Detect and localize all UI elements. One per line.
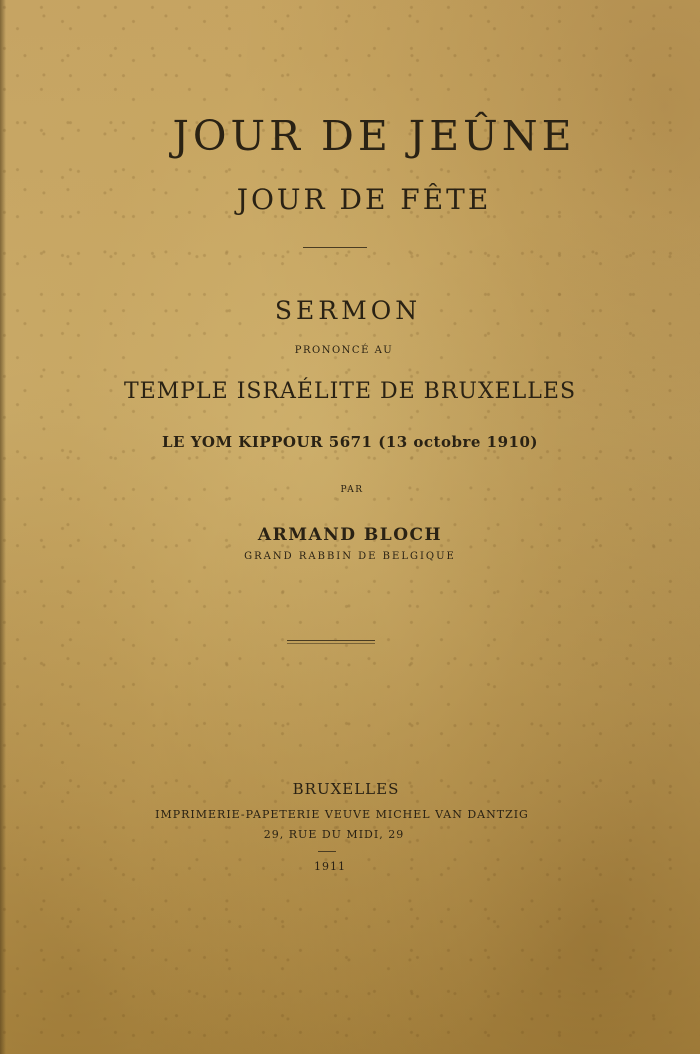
divider-rule-top (303, 247, 367, 248)
title-line-2: JOUR DE FÊTE (236, 183, 492, 216)
par-label: PAR (340, 485, 364, 495)
title-line-1: JOUR DE JEÛNE (172, 112, 576, 160)
divider-rule-middle-second (287, 643, 375, 644)
prononce-label: PRONONCÉ AU (294, 345, 394, 356)
sermon-heading: SERMON (274, 296, 422, 325)
printer-name: IMPRIMERIE-PAPETERIE VEUVE MICHEL VAN DANTZIG (155, 808, 529, 821)
divider-rule-small (318, 851, 336, 852)
publisher-city: BRUXELLES (292, 780, 400, 798)
publication-year: 1911 (314, 860, 346, 873)
occasion-date: LE YOM KIPPOUR 5671 (13 octobre 1910) (162, 433, 538, 451)
author-name: ARMAND BLOCH (257, 525, 443, 545)
printer-address: 29, RUE DU MIDI, 29 (263, 828, 405, 841)
divider-rule-middle (287, 640, 375, 641)
temple-name: TEMPLE ISRAÉLITE DE BRUXELLES (123, 379, 577, 404)
author-title: GRAND RABBIN DE BELGIQUE (244, 551, 456, 562)
